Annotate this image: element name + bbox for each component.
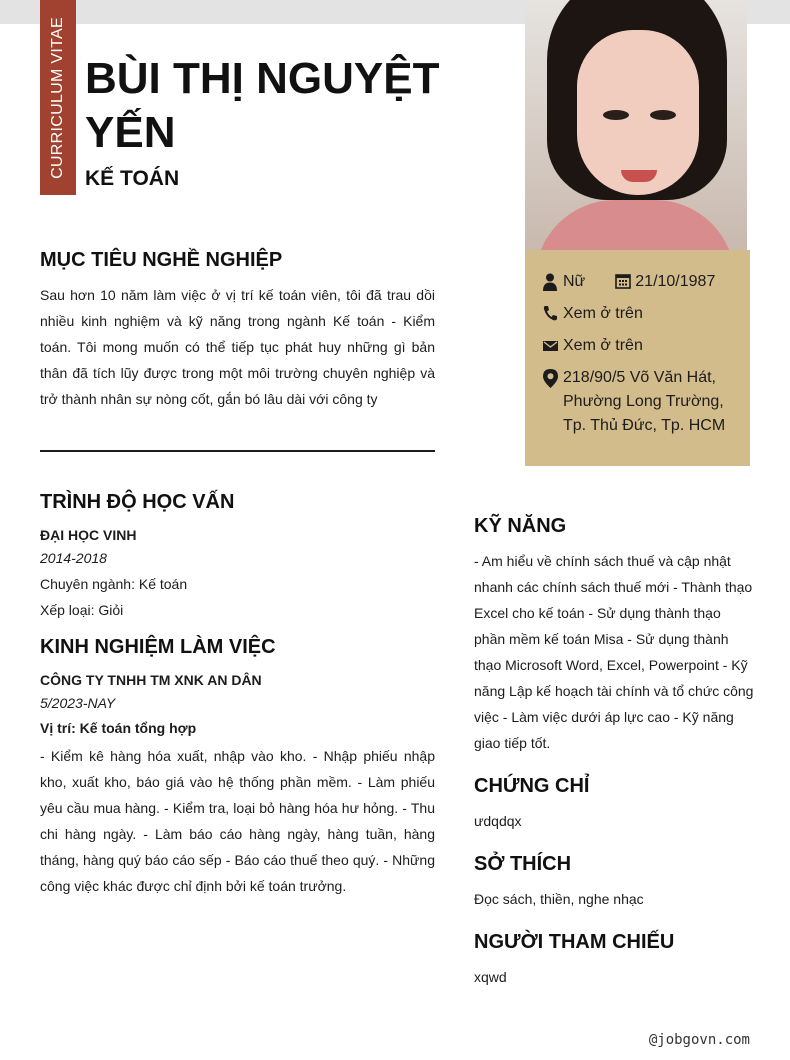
references-text: xqwd [474, 969, 507, 985]
hobbies-heading: SỞ THÍCH [474, 853, 572, 875]
birthdate-value: 21/10/1987 [635, 273, 716, 290]
objective-text: Sau hơn 10 năm làm việc ở vị trí kế toán viên, tôi đã trau dồi nhiều kinh nghiệm và kỹ năng trong ngành Kế toán - Kiểm toán. Tôi mong muốn có thể tiếp tục phát huy những gì bản thân đã tích lũy được trong một môi trường chuyên nghiệp và trở thành nhân sự nòng cốt, gắn bó lâu dài với công ty [40, 287, 435, 407]
cv-label: CURRICULUM VITAE [49, 16, 67, 179]
person-icon [543, 273, 557, 291]
footer-watermark: @jobgovn.com [648, 1032, 750, 1048]
contact-row-phone [543, 302, 732, 326]
school-name: ĐẠI HỌC VINH [40, 527, 137, 543]
skills-text: - Am hiểu về chính sách thuế và cập nhật nhanh các chính sách thuế mới - Thành thạo Excel cho kế toán - Sử dụng thành thạo phần mềm kế toán Misa - Sử dụng thành thạo Microsoft Word, Excel, Powerpoint - Kỹ năng Lập kế hoạch tài chính và tổ chức công việc - Làm việc dưới áp lực cao - Kỹ năng giao tiếp tốt. [474, 553, 754, 751]
hobbies-text: Đọc sách, thiền, nghe nhạc [474, 891, 644, 907]
experience-description: - Kiểm kê hàng hóa xuất, nhập vào kho. - Nhập phiếu nhập kho, xuất kho, báo giá vào hệ thống phần mềm. - Làm phiếu yêu cầu mua hàng. - Kiểm tra, loại bỏ hàng hóa hư hỏng. - Thu chi hàng ngày. - Làm báo cáo hàng ngày, hàng tuần, hàng tháng, hàng quý báo cáo sếp - Báo cáo thuế theo quý. - Những công việc khác được chỉ định bởi kế toán trưởng. [40, 748, 435, 894]
company-name: CÔNG TY TNHH TM XNK AN DÂN [40, 672, 262, 688]
experience-position: Vị trí: Kế toán tổng hợp [40, 720, 197, 736]
contact-row-gender-birthdate [543, 270, 732, 294]
objective-heading: MỤC TIÊU NGHỀ NGHIỆP [40, 249, 283, 271]
phone-value: Xem ở trên [563, 305, 643, 322]
experience-heading: KINH NGHIỆM LÀM VIỆC [40, 636, 276, 658]
cv-label-tab [40, 0, 76, 195]
phone-icon [543, 305, 557, 323]
email-icon [543, 337, 557, 355]
contact-row-email [543, 334, 732, 358]
calendar-icon [615, 273, 629, 291]
contact-row-address [543, 366, 732, 438]
experience-entry [40, 666, 435, 899]
education-rank: Xếp loại: Giỏi [40, 602, 124, 618]
address-value: 218/90/5 Võ Văn Hát, Phường Long Trường, Tp. Thủ Đức, Tp. HCM [563, 369, 726, 434]
profile-photo [525, 0, 747, 250]
education-years: 2014-2018 [40, 550, 107, 566]
gender-value: Nữ [563, 273, 586, 290]
section-divider [40, 450, 435, 452]
candidate-name: BÙI THỊ NGUYỆT YẾN [85, 54, 440, 157]
education-major: Chuyên ngành: Kế toán [40, 576, 188, 592]
experience-period: 5/2023-NAY [40, 695, 116, 711]
email-value: Xem ở trên [563, 337, 643, 354]
job-title: KẾ TOÁN [85, 167, 180, 190]
certificates-text: ưdqdqx [474, 813, 522, 829]
certificates-heading: CHỨNG CHỈ [474, 775, 590, 797]
skills-heading: KỸ NĂNG [474, 515, 567, 537]
references-heading: NGƯỜI THAM CHIẾU [474, 931, 675, 953]
location-icon [543, 369, 557, 387]
contact-box [525, 250, 750, 466]
education-heading: TRÌNH ĐỘ HỌC VẤN [40, 491, 235, 513]
education-entry [40, 521, 435, 619]
